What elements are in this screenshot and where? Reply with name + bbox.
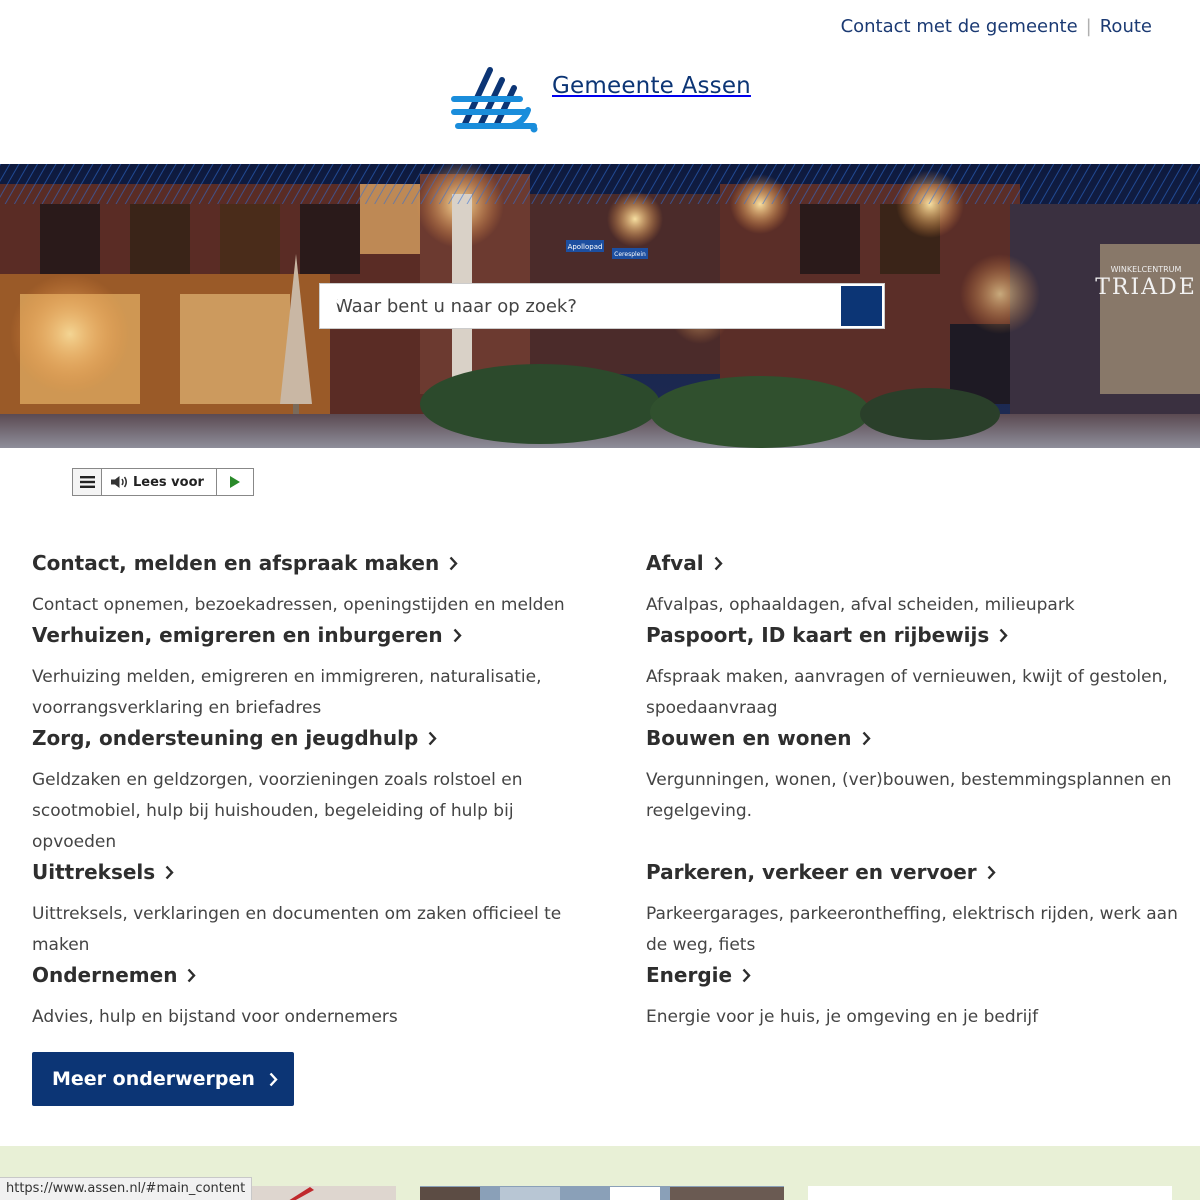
topic-description: Uittreksels, verklaringen en documenten om zaken officieel te maken <box>32 904 562 955</box>
topic-link[interactable]: Zorg, ondersteuning en jeugdhulp <box>32 726 437 750</box>
topic-description: Afvalpas, ophaaldagen, afval scheiden, milieupark <box>646 595 1075 615</box>
store-sign-large: TRIADE <box>1095 275 1197 300</box>
topic-link[interactable]: Paspoort, ID kaart en rijbewijs <box>646 623 1008 647</box>
search-input[interactable] <box>320 284 839 328</box>
topic-link[interactable]: Contact, melden en afspraak maken <box>32 551 458 575</box>
topic-description: Energie voor je huis, je omgeving en je bedrijf <box>646 1007 1039 1027</box>
chevron-right-icon <box>987 865 996 880</box>
topic-description: Parkeergarages, parkeerontheffing, elektrisch rijden, werk aan de weg, fiets <box>646 904 1178 955</box>
topic-link[interactable]: Energie <box>646 963 751 987</box>
chevron-right-icon <box>187 968 196 983</box>
news-card-image[interactable] <box>808 1186 1172 1200</box>
nav-separator: | <box>1085 16 1092 37</box>
topic-link[interactable]: Bouwen en wonen <box>646 726 871 750</box>
card-photo <box>420 1187 784 1200</box>
readspeaker-listen-button[interactable] <box>102 469 217 495</box>
play-icon <box>230 476 240 488</box>
topic-link[interactable]: Ondernemen <box>32 963 196 987</box>
topic-description: Verhuizing melden, emigreren en immigreren, naturalisatie, voorrangsverklaring en briefadres <box>32 667 542 718</box>
topic-paspoort <box>646 622 1186 724</box>
topic-afval <box>646 550 1186 621</box>
topic-link[interactable]: Uittreksels <box>32 860 174 884</box>
topic-uittreksels <box>32 859 572 961</box>
street-sign-left: Apollopad <box>567 243 603 251</box>
topic-ondernemen <box>32 962 572 1033</box>
topic-description: Geldzaken en geldzorgen, voorzieningen zoals rolstoel en scootmobiel, hulp bij huishouden, begeleiding of hulp bij opvoeden <box>32 770 523 852</box>
readspeaker-menu-button[interactable] <box>73 469 102 495</box>
topic-link[interactable]: Afval <box>646 551 723 575</box>
readspeaker-widget <box>72 468 254 496</box>
chevron-right-icon <box>999 628 1008 643</box>
news-card-image[interactable] <box>420 1186 784 1200</box>
street-sign-right: Ceresplein <box>614 251 646 258</box>
assen-logo-icon <box>450 62 542 136</box>
readspeaker-label: Lees voor <box>133 474 204 490</box>
search-form <box>319 283 885 329</box>
topic-verhuizen <box>32 622 572 724</box>
readspeaker-play-button[interactable] <box>217 469 253 495</box>
logo-text: Gemeente Assen <box>552 73 751 99</box>
route-link[interactable]: Route <box>1099 16 1152 37</box>
topic-description: Vergunningen, wonen, (ver)bouwen, bestemmingsplannen en regelgeving. <box>646 770 1172 821</box>
site-logo[interactable] <box>450 62 751 136</box>
hero-banner <box>0 164 1200 448</box>
topic-link[interactable]: Verhuizen, emigreren en inburgeren <box>32 623 462 647</box>
store-sign-small: WINKELCENTRUM <box>1110 265 1182 274</box>
topic-link[interactable]: Parkeren, verkeer en vervoer <box>646 860 996 884</box>
more-topics-button[interactable] <box>32 1052 294 1106</box>
speaker-icon <box>110 475 128 489</box>
chevron-right-icon <box>165 865 174 880</box>
search-button[interactable] <box>841 286 882 326</box>
topic-description: Afspraak maken, aanvragen of vernieuwen, kwijt of gestolen, spoedaanvraag <box>646 667 1168 718</box>
chevron-right-icon <box>862 731 871 746</box>
topic-description: Contact opnemen, bezoekadressen, openingstijden en melden <box>32 595 565 615</box>
chevron-right-icon <box>428 731 437 746</box>
topic-description: Advies, hulp en bijstand voor ondernemers <box>32 1007 398 1027</box>
chevron-right-icon <box>742 968 751 983</box>
topic-parkeren <box>646 859 1186 961</box>
contact-link[interactable]: Contact met de gemeente <box>840 16 1078 37</box>
more-topics-label: Meer onderwerpen <box>52 1068 255 1090</box>
topic-zorg <box>32 725 572 858</box>
search-icon <box>320 284 342 306</box>
menu-icon <box>80 476 95 488</box>
browser-status-url: https://www.assen.nl/#main_content <box>0 1177 252 1200</box>
topic-energie <box>646 962 1186 1033</box>
topic-contact <box>32 550 572 621</box>
chevron-right-icon <box>453 628 462 643</box>
chevron-right-icon <box>714 556 723 571</box>
card-photo <box>250 1187 396 1200</box>
top-navigation <box>841 16 1152 37</box>
news-card-image[interactable] <box>250 1186 396 1200</box>
chevron-right-icon <box>449 556 458 571</box>
chevron-right-icon <box>269 1072 278 1087</box>
topic-bouwen <box>646 725 1186 827</box>
